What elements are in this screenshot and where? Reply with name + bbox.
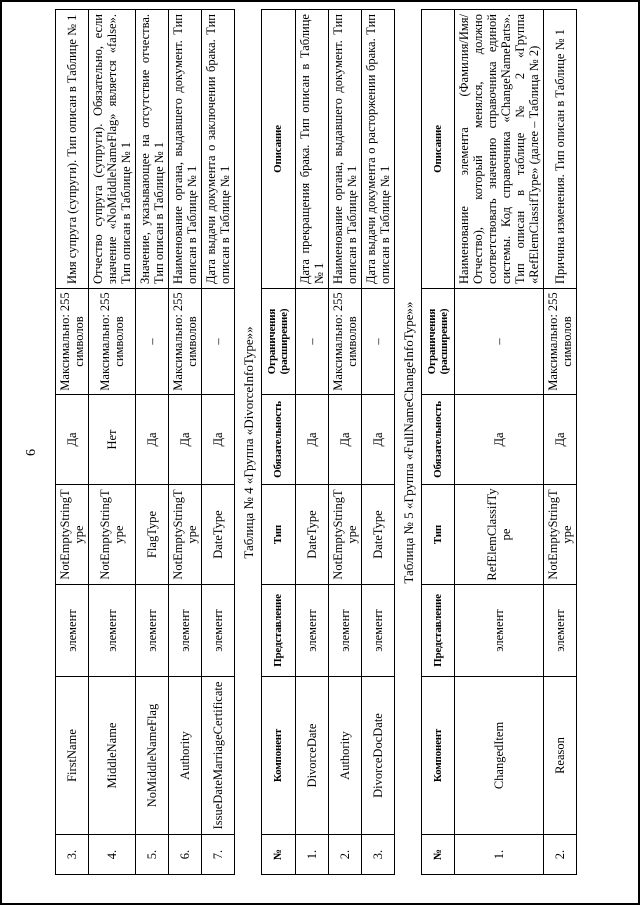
cell-description: Значение, указывающее на отсутствие отчества. Тип описан в Таблице № 1 (136, 10, 169, 289)
cell-restriction: Максимально: 255 символов (56, 289, 89, 395)
cell-restriction: Максимально: 255 символов (89, 289, 136, 395)
cell-restriction: Максимально: 255 символов (169, 289, 202, 395)
cell-description: Дата выдачи документа о расторжении брака. Тип описан в Таблице № 1 (361, 10, 394, 289)
cell-type: NotEmptyStringType (89, 485, 136, 585)
table-row (136, 10, 169, 875)
cell-num: 2. (544, 835, 577, 875)
cell-num: 3. (56, 835, 89, 875)
cell-num: 7. (202, 835, 235, 875)
cell-component: MiddleName (89, 677, 136, 835)
column-header: № (262, 835, 296, 875)
cell-required: Да (295, 395, 328, 485)
cell-component: Authority (169, 677, 202, 835)
cell-required: Да (56, 395, 89, 485)
cell-restriction: – (455, 289, 544, 395)
table-row (202, 10, 235, 875)
table-row (544, 10, 577, 875)
cell-description: Наименование элемента (Фамилия/Имя/Отчество), который менялся, должно соответствовать значению справочника единой системы. Код справочника «ChangeNameParts». Тип описан в таблице № 2 «Группа «RefElemClassifType» (далее – Таблица № 2) (455, 10, 544, 289)
column-header: Тип (262, 485, 296, 585)
cell-type: RefElemClassifType (455, 485, 544, 585)
column-header: Представление (421, 585, 455, 677)
continuation-table-marriage-info (55, 9, 235, 875)
column-header: Компонент (262, 677, 296, 835)
cell-num: 6. (169, 835, 202, 875)
column-header: Обязательность (421, 395, 455, 485)
cell-required: Да (361, 395, 394, 485)
cell-component: NoMiddleNameFlag (136, 677, 169, 835)
cell-restriction: – (361, 289, 394, 395)
table-header-row (421, 10, 455, 875)
cell-restriction: – (136, 289, 169, 395)
cell-component: IssueDateMarriageCertificate (202, 677, 235, 835)
table5-caption: Таблица № 5 «Группа «FullNameChangeInfoType»» (400, 301, 416, 584)
cell-component: ChangedItem (455, 677, 544, 835)
cell-representation: элемент (455, 585, 544, 677)
table-row (455, 10, 544, 875)
cell-description: Наименование органа, выдавшего документ. Тип описан в Таблице № 1 (169, 10, 202, 289)
cell-type: DateType (295, 485, 328, 585)
cell-description: Имя супруга (супруги). Тип описан в Таблице № 1 (56, 10, 89, 289)
cell-component: Authority (328, 677, 361, 835)
column-header: Описание (421, 10, 455, 289)
cell-type: NotEmptyStringType (56, 485, 89, 585)
cell-num: 2. (328, 835, 361, 875)
cell-type: NotEmptyStringType (544, 485, 577, 585)
column-header: Ограничения (расширение) (262, 289, 296, 395)
cell-component: DivorceDate (295, 677, 328, 835)
table4-caption: Таблица № 4 «Группа «DivorceInfoType»» (241, 326, 256, 559)
column-header: Ограничения (расширение) (421, 289, 455, 395)
cell-restriction: – (295, 289, 328, 395)
cell-restriction: Максимально: 255 символов (544, 289, 577, 395)
cell-required: Нет (89, 395, 136, 485)
table-row (328, 10, 361, 875)
cell-representation: элемент (136, 585, 169, 677)
table-divorce-info (261, 9, 395, 875)
column-header: № (421, 835, 455, 875)
cell-description: Дата прекращения брака. Тип описан в Таблице № 1 (295, 10, 328, 289)
cell-required: Да (328, 395, 361, 485)
cell-required: Да (202, 395, 235, 485)
cell-num: 3. (361, 835, 394, 875)
table-header-row (262, 10, 296, 875)
table-fullname-change-info (421, 9, 578, 875)
cell-representation: элемент (56, 585, 89, 677)
page-number: 6 (24, 449, 39, 456)
table-row (89, 10, 136, 875)
cell-type: FlagType (136, 485, 169, 585)
cell-representation: элемент (544, 585, 577, 677)
column-header: Компонент (421, 677, 455, 835)
cell-num: 1. (455, 835, 544, 875)
table-row (56, 10, 89, 875)
cell-required: Да (169, 395, 202, 485)
column-header: Обязательность (262, 395, 296, 485)
cell-representation: элемент (361, 585, 394, 677)
cell-description: Причина изменения. Тип описан в Таблице № 1 (544, 10, 577, 289)
cell-num: 1. (295, 835, 328, 875)
cell-required: Да (455, 395, 544, 485)
table-row (295, 10, 328, 875)
cell-type: DateType (202, 485, 235, 585)
cell-restriction: Максимально: 255 символов (328, 289, 361, 395)
cell-num: 5. (136, 835, 169, 875)
cell-representation: элемент (169, 585, 202, 677)
cell-component: Reason (544, 677, 577, 835)
cell-representation: элемент (202, 585, 235, 677)
column-header: Тип (421, 485, 455, 585)
page-content (55, 10, 577, 875)
table-row (361, 10, 394, 875)
cell-required: Да (544, 395, 577, 485)
cell-num: 4. (89, 835, 136, 875)
cell-description: Наименование органа, выдавшего документ. Тип описан в Таблице № 1 (328, 10, 361, 289)
cell-representation: элемент (89, 585, 136, 677)
column-header: Описание (262, 10, 296, 289)
cell-description: Отчество супруга (супруги). Обязательно, если значение «NoMiddleNameFlag» является «false». Тип описан в Таблице № 1 (89, 10, 136, 289)
cell-type: NotEmptyStringType (328, 485, 361, 585)
cell-component: DivorceDocDate (361, 677, 394, 835)
cell-required: Да (136, 395, 169, 485)
cell-type: DateType (361, 485, 394, 585)
cell-restriction: – (202, 289, 235, 395)
cell-representation: элемент (295, 585, 328, 677)
column-header: Представление (262, 585, 296, 677)
table-row (169, 10, 202, 875)
cell-type: NotEmptyStringType (169, 485, 202, 585)
cell-description: Дата выдачи документа о заключении брака. Тип описан в Таблице № 1 (202, 10, 235, 289)
cell-component: FirstName (56, 677, 89, 835)
cell-representation: элемент (328, 585, 361, 677)
